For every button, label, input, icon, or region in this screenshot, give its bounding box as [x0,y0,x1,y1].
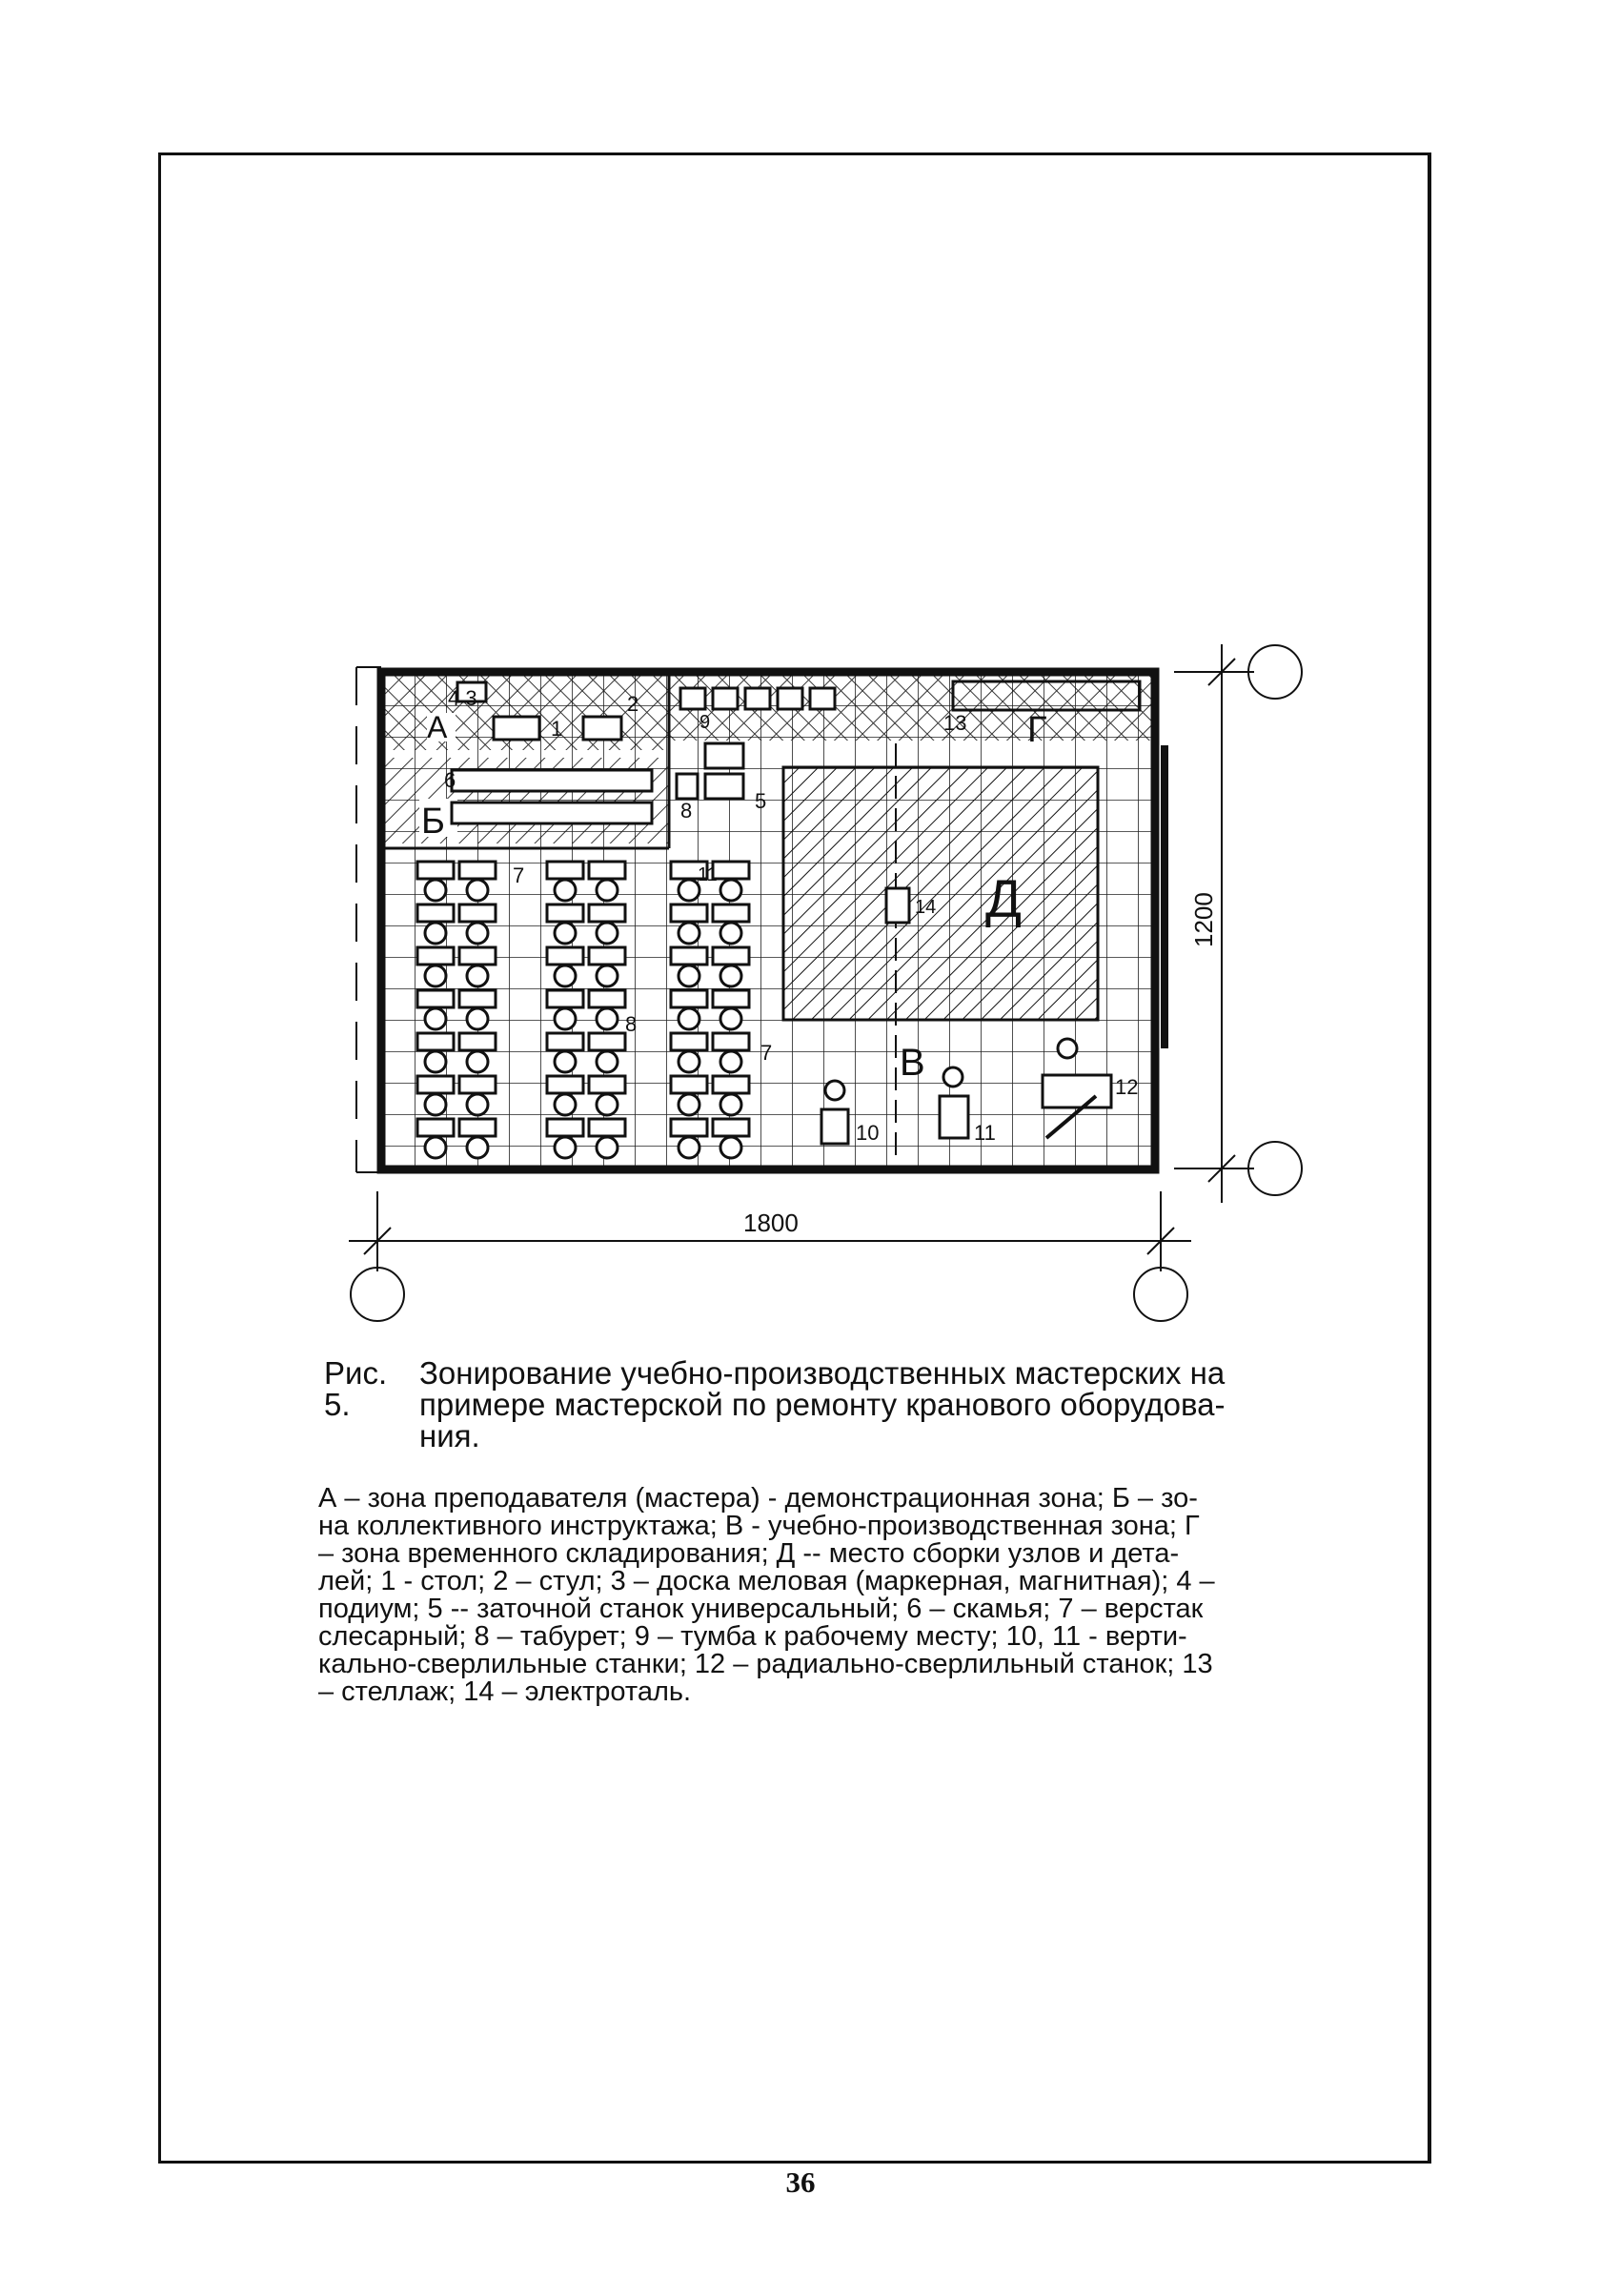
workbench-7 [417,1119,454,1136]
workbench-7 [589,862,625,879]
stool-8 [467,1094,488,1115]
figure-legend: А – зона преподавателя (мастера) - демонстрационная зона; Б – зо- на коллективного инструктажа; В - учебно-производственная зона; Г – зона временного складирования; Д -- место сборки узлов и дета- лей; 1 - стол; 2 – стул; 3 – доска меловая (маркерная, магнитная); 4 – подиум; 5 -- заточной станок универсальный; 6 – скамья; 7 – верстак слесарный; 8 – табурет; 9 – тумба к рабочему месту; 10, 11 - верти- кально-сверлильные станки; 12 – радиально-сверлильный станок; 13 – стеллаж; 14 – электроталь. [318,1483,1215,1707]
figure-caption [324,1355,1239,1453]
stool-8 [597,1008,618,1029]
stool-8 [467,880,488,901]
label-6: 6 [444,768,456,792]
label-9: 9 [699,712,711,733]
drill-10-shape [821,1109,848,1144]
workbench-7 [459,904,496,922]
stool-8 [720,923,741,944]
label-1: 1 [551,717,563,741]
stool-8 [555,965,576,986]
table-1-shape [494,717,539,740]
workbench-7 [713,1119,749,1136]
workbench-7 [589,1119,625,1136]
stool-8 [425,1094,446,1115]
zone-g-area [669,674,1153,741]
stool-8 [720,880,741,901]
stool-8 [425,923,446,944]
workbench-7 [713,947,749,965]
stool-8 [679,1137,699,1158]
stool-8 [720,1094,741,1115]
workbench-7 [417,947,454,965]
zone-d-label: Д [985,868,1022,928]
zone-b-label: Б [421,802,445,842]
workbench-7 [547,904,583,922]
workbench-7 [547,947,583,965]
drill-11-shape [940,1096,968,1138]
stool-8 [679,880,699,901]
workbench-7 [459,1076,496,1093]
workbench-7 [459,990,496,1007]
workbench-7 [713,1076,749,1093]
stool-8 [425,880,446,901]
stool-8 [555,1051,576,1072]
stool-8 [425,1051,446,1072]
stool-8 [425,1008,446,1029]
workbench-7 [671,904,707,922]
bench-6-shape-b [452,803,652,823]
stool-8 [597,1094,618,1115]
stool-8 [425,965,446,986]
stool-8 [679,965,699,986]
stool-8 [555,1094,576,1115]
stool-8 [555,923,576,944]
workbench-7 [589,1033,625,1050]
dimension-height-label: 1200 [1189,892,1218,947]
stool-8 [597,965,618,986]
zone-d-area [783,767,1098,1020]
workbench-7 [671,990,707,1007]
stool-8 [720,965,741,986]
workbench-7 [417,1033,454,1050]
workbench-7 [417,1076,454,1093]
label-2: 2 [627,692,639,716]
stool-8 [679,1094,699,1115]
stool-8 [597,880,618,901]
page-number: 36 [785,2165,816,2199]
stool-8 [555,880,576,901]
stool-8 [467,1051,488,1072]
dimension-width-label: 1800 [743,1209,799,1237]
stool-8 [720,1051,741,1072]
label-12: 12 [1115,1075,1139,1099]
stool-8 [679,1051,699,1072]
figure-title: Зонирование учебно-производственных мастерских на примере мастерской по ремонту кранового оборудова- ния. [419,1355,1226,1453]
workbench-7 [459,862,496,879]
stool-8 [555,1008,576,1029]
stool-8 [467,965,488,986]
workbench-7 [417,990,454,1007]
stool-8 [467,1137,488,1158]
label-13: 13 [943,711,967,735]
label-11: 11 [974,1121,996,1145]
workbench-7 [671,1076,707,1093]
label-11-top: 11 [698,864,718,885]
chair-2-shape [583,717,621,740]
workbench-7 [589,904,625,922]
label-8-mid: 8 [625,1012,638,1036]
axis-marker-bottom-left [351,1268,404,1321]
stool-8 [679,923,699,944]
stool-8 [555,1137,576,1158]
bench-6-shape-a [452,770,652,791]
axis-marker-top-right [1248,645,1302,699]
workbench-7 [547,1033,583,1050]
workbench-7 [713,1033,749,1050]
workbench-7 [459,947,496,965]
zone-a-label: А [427,710,448,744]
workbench-7 [547,1076,583,1093]
workbench-7 [713,904,749,922]
axis-marker-bottom-right-side [1248,1142,1302,1195]
zone-g-label: Г [1027,710,1047,750]
workbench-7 [671,1033,707,1050]
workbench-7 [589,990,625,1007]
axis-marker-bottom-right [1134,1268,1187,1321]
label-7-b: 7 [760,1041,773,1065]
label-10: 10 [856,1121,880,1145]
workbench-7 [589,947,625,965]
label-14: 14 [915,897,937,918]
label-5: 5 [755,789,767,813]
workbench-7 [671,947,707,965]
stool-8 [679,1008,699,1029]
workbench-7 [713,862,749,879]
stool-8 [720,1137,741,1158]
workbench-7 [547,1119,583,1136]
workbench-7 [547,862,583,879]
stool-8 [425,1137,446,1158]
stool-8 [467,1008,488,1029]
label-4-3: 4 3 [448,686,477,710]
hoist-14-shape [886,888,909,923]
zone-v-label: В [900,1042,925,1084]
stand-row-top [680,688,835,709]
workbench-7 [417,862,454,879]
stool-8 [597,1051,618,1072]
workbench-7 [459,1119,496,1136]
workbench-7 [459,1033,496,1050]
label-7-a: 7 [513,864,525,887]
stool-8 [720,1008,741,1029]
radial-drill-12-shape [1043,1075,1111,1107]
grinder-5-shape [705,743,743,768]
workbench-7 [589,1076,625,1093]
workbench-7 [417,904,454,922]
figure-number: Рис. 5. [324,1355,388,1422]
stool-8 [597,923,618,944]
stool-8 [467,923,488,944]
workbench-7 [713,990,749,1007]
stool-8 [597,1137,618,1158]
workbench-7 [547,990,583,1007]
workbench-7 [671,1119,707,1136]
label-8-top: 8 [680,799,693,823]
